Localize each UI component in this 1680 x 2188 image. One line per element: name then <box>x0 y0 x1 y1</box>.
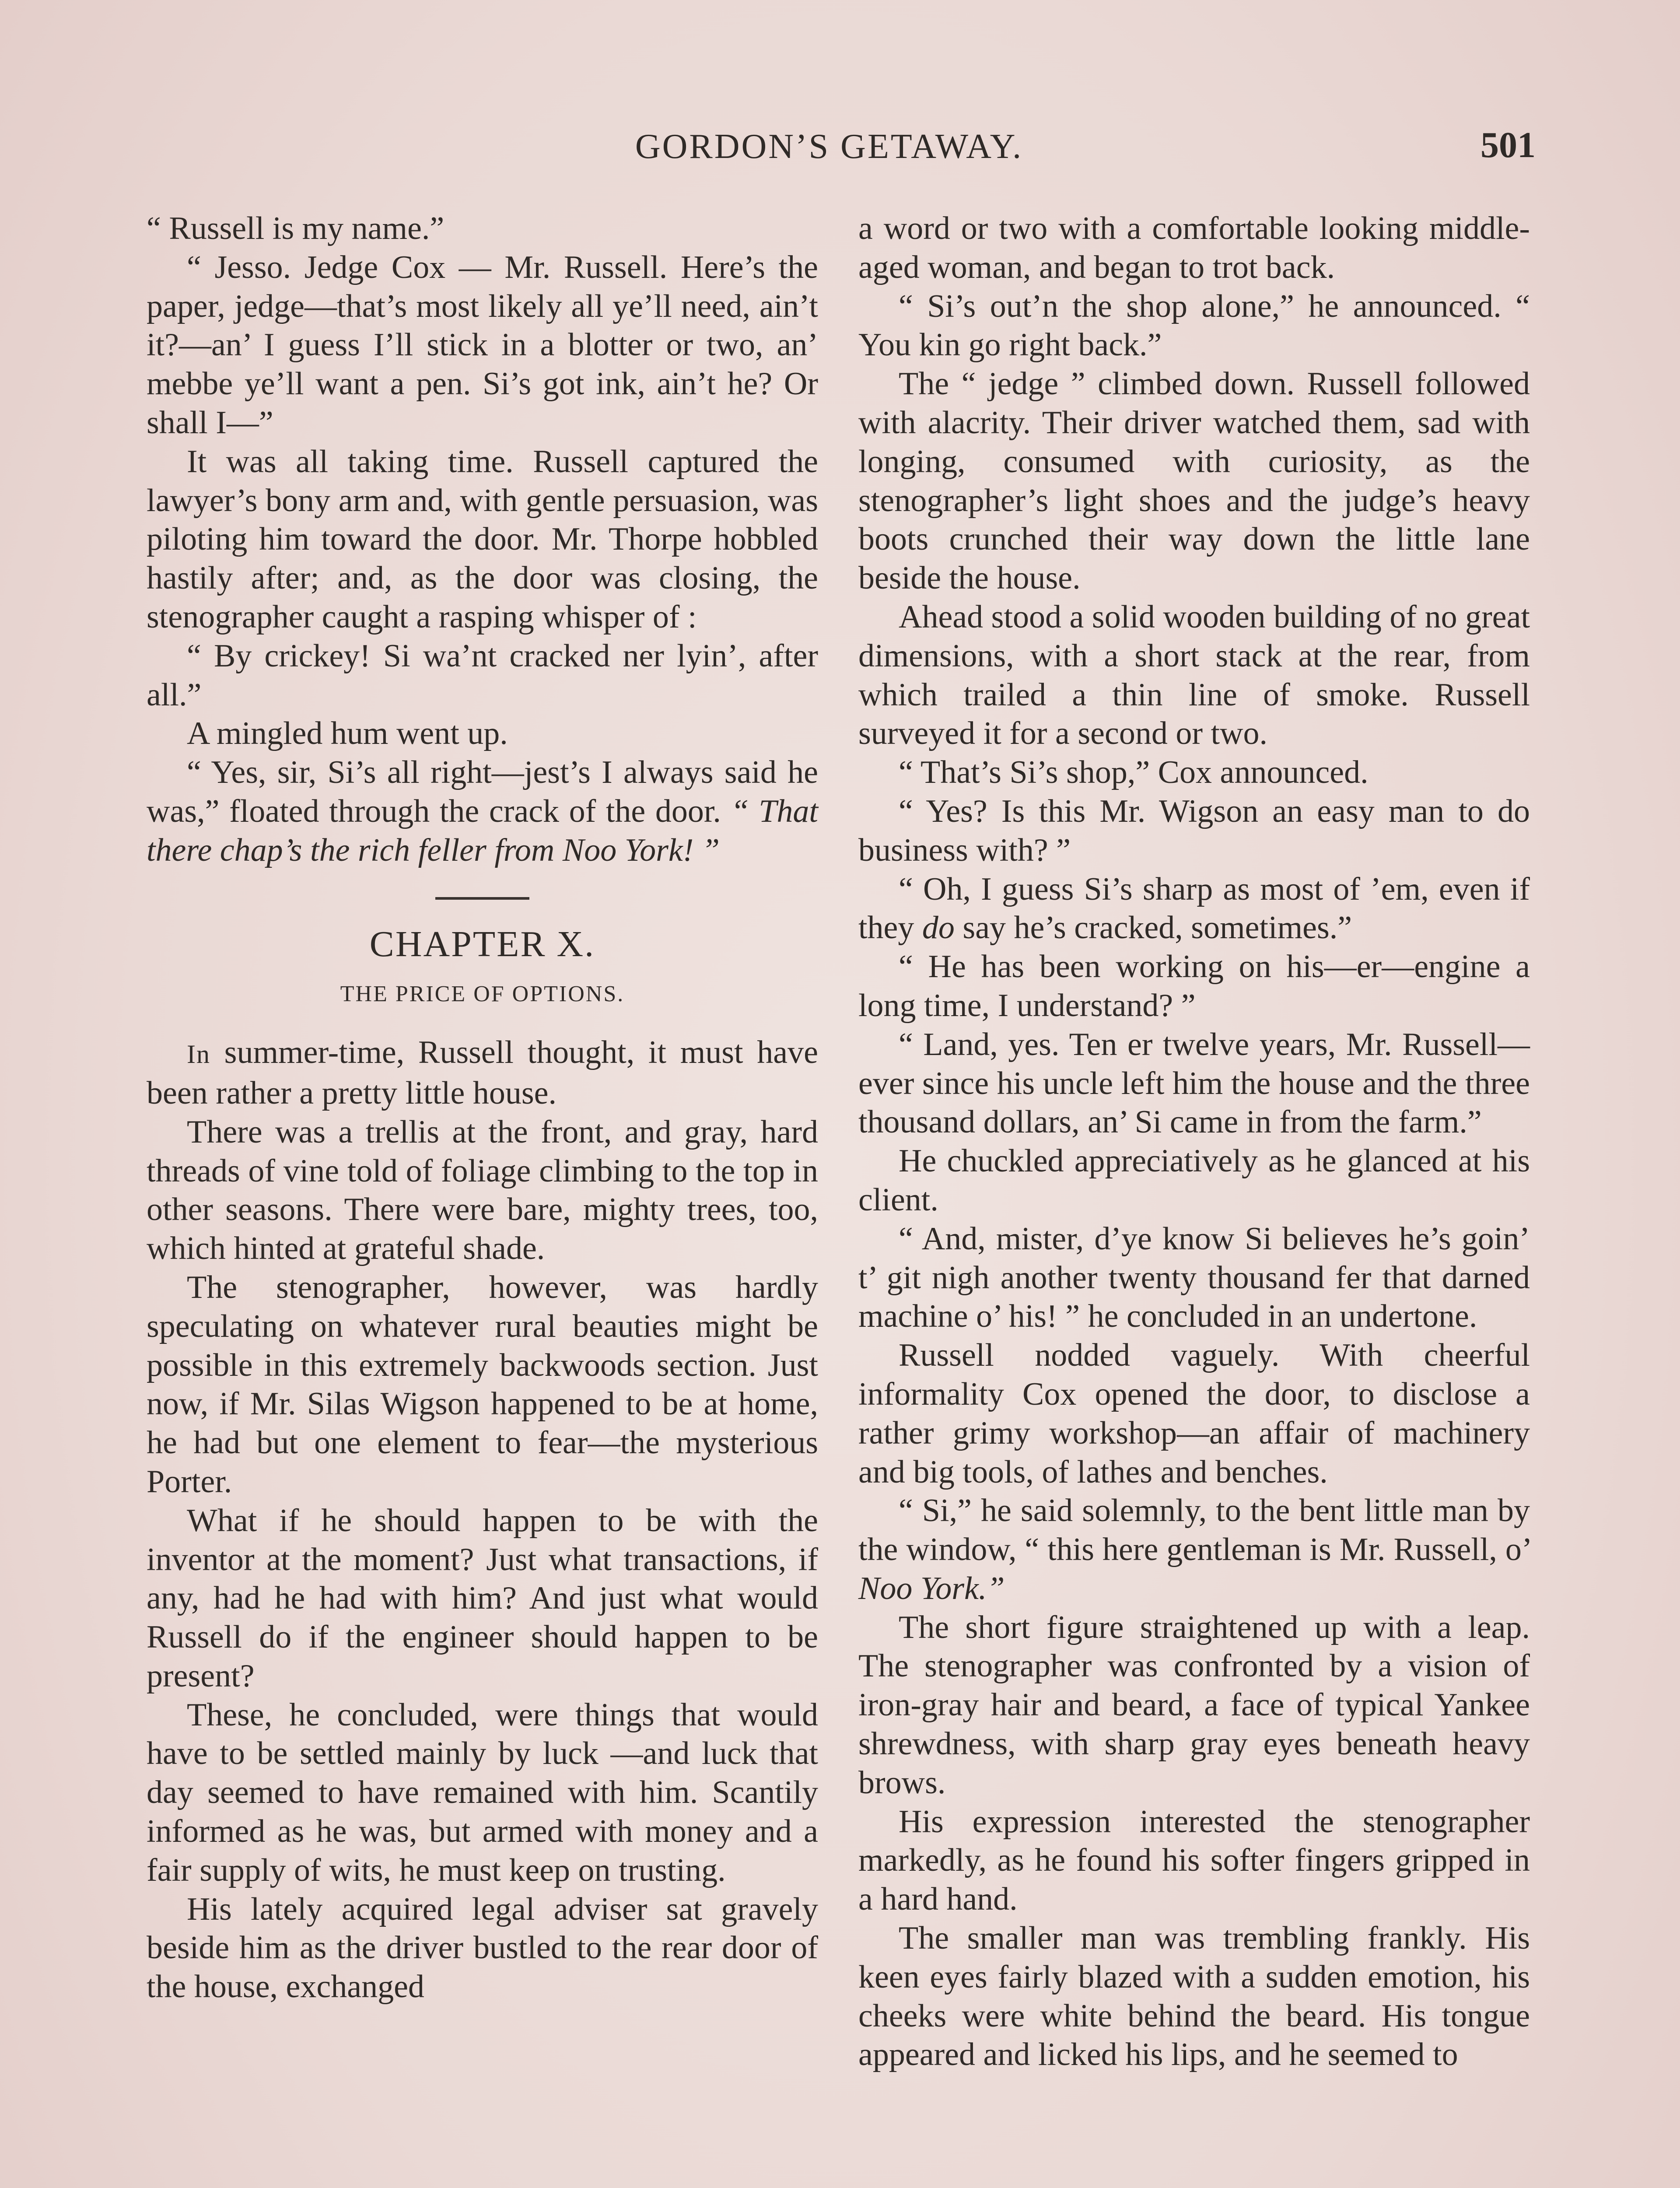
italic-quote: “ That there chap’s the rich feller from Noo York! ” <box>147 793 818 868</box>
drop-word: In <box>187 1040 210 1069</box>
italic-quote: Noo York.” <box>858 1570 1005 1606</box>
paragraph: These, he concluded, were things that would have to be settled mainly by luck —and luck that day seemed to have remained with him. Scantily informed as he was, but armed with money and a fair supply of wits, he must keep on trusting. <box>147 1697 818 1888</box>
paragraph: The short figure straightened up with a leap. The stenographer was confronted by a vision of iron-gray hair and beard, a face of typical Yankee shrewdness, with sharp gray eyes beneath heavy brows. <box>858 1609 1530 1801</box>
paragraph: What if he should happen to be with the inventor at the moment? Just what transactions, if any, had he had with him? And just what would Russell do if the engineer should happen to be present? <box>147 1502 818 1694</box>
right-text-column <box>858 209 1530 2074</box>
paragraph-text: “ Yes, sir, Si’s all right—jest’s I always said he was,” floated through the crack of the door. <box>147 754 818 829</box>
paragraph: “ And, mister, d’ye know Si believes he’s goin’ t’ git nigh another twenty thousand fer that darned machine o’ his! ” he concluded in an undertone. <box>858 1220 1530 1335</box>
paragraph: The stenographer, however, was hardly speculating on whatever rural beauties might be possible in this extremely backwoods section. Just now, if Mr. Silas Wigson happened to be at home, he had but one element to fear—the mysterious Porter. <box>147 1269 818 1500</box>
paragraph <box>858 1491 1530 1608</box>
paragraph-text: “ Oh, I guess Si’s sharp as most of ’em, even if they <box>858 871 1530 946</box>
paragraph-text: “ Si,” he said solemnly, to the bent little man by the window, “ this here gentleman is Mr. Russell, o’ <box>858 1493 1530 1568</box>
paragraph: His lately acquired legal adviser sat gravely beside him as the driver bustled to the rear door of the house, exchanged <box>147 1891 818 2005</box>
paragraph: The “ jedge ” climbed down. Russell followed with alacrity. Their driver watched them, sad with longing, consumed with curiosity, as the stenographer’s light shoes and the judge’s heavy boots crunched their way down the little lane beside the house. <box>858 366 1530 596</box>
paragraph: “ Yes? Is this Mr. Wigson an easy man to do business with? ” <box>858 793 1530 868</box>
paragraph: A mingled hum went up. <box>187 715 508 752</box>
paragraph: “ Land, yes. Ten er twelve years, Mr. Russell—ever since his uncle left him the house and the three thousand dollars, an’ Si came in from the farm.” <box>858 1026 1530 1140</box>
paragraph: Russell nodded vaguely. With cheerful informality Cox opened the door, to disclose a rather grimy workshop—an affair of machinery and big tools, of lathes and benches. <box>858 1337 1530 1490</box>
paragraph: “ Russell is my name.” <box>147 210 444 246</box>
paragraph <box>858 870 1530 948</box>
italic-word: do <box>922 910 955 946</box>
left-text-column <box>147 209 818 2006</box>
paragraph: There was a trellis at the front, and gray, hard threads of vine told of foliage climbing to the top in other seasons. There were bare, mighty trees, too, which hinted at grateful shade. <box>147 1114 818 1267</box>
paragraph: “ That’s Si’s shop,” Cox announced. <box>899 754 1368 791</box>
paragraph: “ Jesso. Jedge Cox — Mr. Russell. Here’s the paper, jedge—that’s most likely all ye’ll need, ain’t it?—an’ I guess I’ll stick in a blotter or two, an’ mebbe ye’ll want a pen. Si’s got ink, ain’t he? Or shall I—” <box>147 249 818 441</box>
paragraph: It was all taking time. Russell captured the lawyer’s bony arm and, with gentle persuasion, was piloting him toward the door. Mr. Thorpe hobbled hastily after; and, as the door was closing, the stenographer caught a rasping whisper of : <box>147 443 818 635</box>
running-title: GORDON’S GETAWAY. <box>635 127 1023 166</box>
paragraph <box>147 1033 818 1113</box>
paragraph-text: summer-time, Russell thought, it must have been rather a pretty little house. <box>147 1034 818 1111</box>
paragraph: His expression interested the stenographer markedly, as he found his softer fingers gripped in a hard hand. <box>858 1803 1530 1918</box>
chapter-title: CHAPTER X. <box>369 923 595 964</box>
paragraph: Ahead stood a solid wooden building of no great dimensions, with a short stack at the rear, from which trailed a thin line of smoke. Russell surveyed it for a second or two. <box>858 599 1530 752</box>
section-divider <box>435 897 529 900</box>
paragraph <box>147 753 818 870</box>
paragraph: “ By crickey! Si wa’nt cracked ner lyin’, after all.” <box>147 638 818 713</box>
paragraph: “ He has been working on his—er—engine a long time, I understand? ” <box>858 949 1530 1024</box>
paragraph: The smaller man was trembling frankly. His keen eyes fairly blazed with a sudden emotion, his cheeks were white behind the beard. His tongue appeared and licked his lips, and he seemed to <box>858 1920 1530 2073</box>
paragraph: a word or two with a comfortable looking middle-aged woman, and began to trot back. <box>858 210 1530 285</box>
paragraph-text: say he’s cracked, sometimes.” <box>954 910 1352 946</box>
paragraph: “ Si’s out’n the shop alone,” he announced. “ You kin go right back.” <box>858 288 1530 363</box>
page-number: 501 <box>1480 125 1536 165</box>
chapter-subtitle: THE PRICE OF OPTIONS. <box>340 982 625 1007</box>
paragraph: He chuckled appreciatively as he glanced at his client. <box>858 1143 1530 1218</box>
